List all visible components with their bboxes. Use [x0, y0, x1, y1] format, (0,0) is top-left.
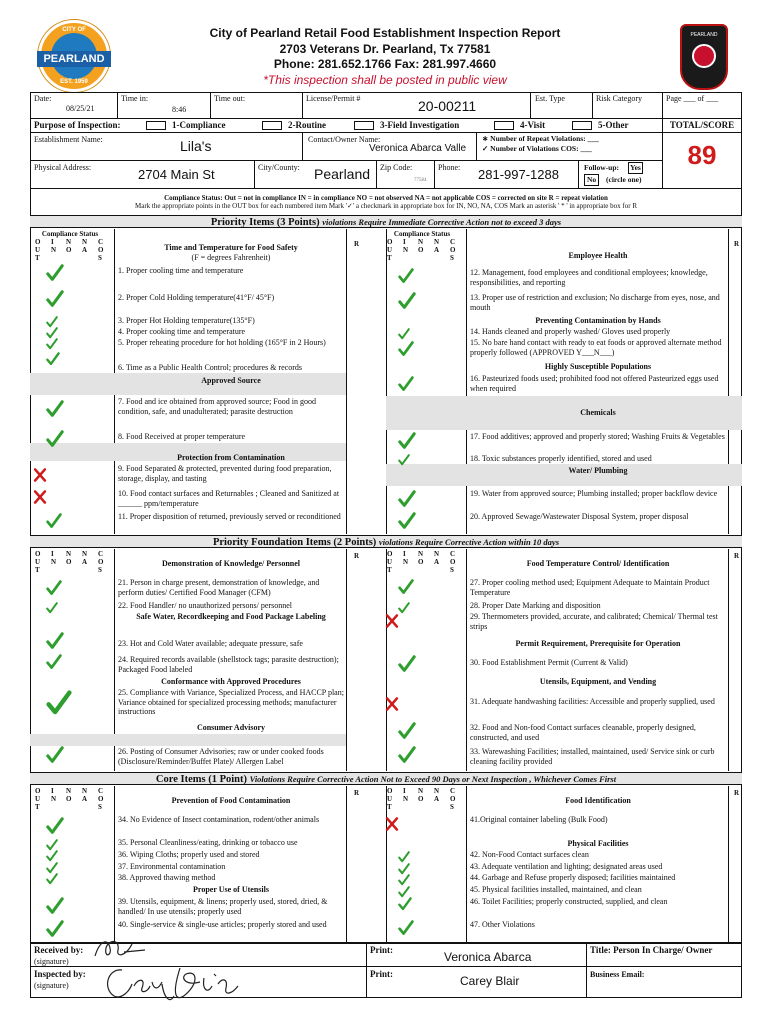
total-score-value: 89: [687, 140, 717, 170]
time-out-label: Time out:: [214, 94, 246, 103]
check-mark-icon[interactable]: [398, 512, 416, 530]
item-36: 36. Wiping Cloths; properly used and stored: [118, 850, 260, 859]
group-employee-health: Employee Health: [568, 251, 628, 260]
item-23: 23. Hot and Cold Water available; adequate pressure, safe: [118, 639, 303, 648]
followup-yes[interactable]: Yes: [630, 163, 641, 172]
time-in-field[interactable]: 8:46: [172, 105, 187, 114]
city-field[interactable]: Pearland: [314, 166, 371, 182]
fire-department-badge: PEARLAND: [680, 24, 728, 90]
group-conformance: Conformance with Approved Procedures: [161, 677, 301, 686]
check-mark-icon[interactable]: [46, 872, 58, 884]
item-11: 11. Proper disposition of returned, previously served or reconditioned: [118, 512, 341, 521]
check-mark-icon[interactable]: [398, 341, 414, 357]
office-phones: Phone: 281.652.1766 Fax: 281.997.4660: [273, 57, 497, 71]
group-food-identification: Food Identification: [565, 796, 631, 805]
group-hands: Preventing Contamination by Hands: [535, 316, 661, 325]
item-30: 30. Food Establishment Permit (Current & Valid): [470, 658, 628, 667]
item-20: 20. Approved Sewage/Wastewater Disposal System, proper disposal: [470, 512, 689, 521]
page-number-label: Page ___ of ___: [666, 94, 719, 103]
item-27: 27. Proper cooling method used; Equipment Adequate to Maintain Product Temperature: [470, 578, 710, 597]
group-chemicals: Chemicals: [580, 408, 616, 417]
check-mark-icon[interactable]: [398, 897, 412, 911]
purpose-option-compliance: 1-Compliance: [172, 120, 226, 130]
x-mark-icon[interactable]: [385, 817, 399, 831]
item-38: 38. Approved thawing method: [118, 873, 216, 882]
report-title: City of Pearland Retail Food Establishment Inspection Report: [209, 26, 561, 40]
item-17: 17. Food additives; approved and properly stored; Washing Fruits & Vegetables: [470, 432, 725, 441]
time-in-label: Time in:: [121, 94, 149, 103]
received-print-label: Print:: [370, 945, 393, 955]
contact-field[interactable]: Veronica Abarca Valle: [369, 143, 467, 154]
check-mark-icon[interactable]: [398, 268, 414, 284]
x-mark-icon[interactable]: [33, 468, 47, 482]
item-8: 8. Food Received at proper temperature: [118, 432, 246, 441]
repeat-violations-label: ∗ Number of Repeat Violations: ___: [482, 134, 599, 143]
item-32: 32. Food and Non-food Contact surfaces cleanable, properly designed, constructed, and used: [470, 723, 696, 742]
check-mark-icon[interactable]: [46, 690, 72, 716]
date-field[interactable]: 08/25/21: [66, 104, 95, 113]
item-40: 40. Single-service & single-use articles; properly stored and used: [118, 920, 327, 929]
x-mark-icon[interactable]: [385, 697, 399, 711]
inspected-print-field[interactable]: Carey Blair: [460, 974, 520, 988]
item-31: 31. Adequate handwashing facilities: Accessible and properly supplied, used: [470, 697, 715, 706]
item-21: 21. Person in charge present, demonstration of knowledge, and perform duties/ Certified Food Manager (CFM): [118, 578, 320, 597]
item-13: 13. Proper use of restriction and exclusion; No discharge from eyes, nose, and mouth: [470, 293, 720, 312]
check-mark-icon[interactable]: [46, 430, 64, 448]
item-2: 2. Proper Cold Holding temperature(41°F/ 45°F): [118, 293, 275, 302]
est-type-label: Est. Type: [535, 94, 565, 103]
check-mark-icon[interactable]: [398, 850, 410, 862]
purpose-checkbox-field[interactable]: [354, 121, 374, 130]
item-3: 3. Proper Hot Holding temperature(135°F): [118, 316, 255, 325]
group-food-temperature: Food Temperature Control/ Identification: [526, 559, 670, 568]
purpose-checkbox-compliance[interactable]: [146, 121, 166, 130]
x-mark-icon[interactable]: [33, 490, 47, 504]
check-mark-icon[interactable]: [398, 885, 410, 897]
item-25: 25. Compliance with Variance, Specialized Process, and HACCP plan; Variance obtained for specialized processing methods; manufacturer instructions: [118, 688, 344, 716]
purpose-checkbox-visit[interactable]: [494, 121, 514, 130]
item-26: 26. Posting of Consumer Advisories; raw or under cooked foods (Disclosure/Reminder/Buffet Plate)/ Allergen Label: [118, 747, 324, 766]
legend-line-1: Compliance Status: Out = not in compliance IN = in compliance NO = not observed NA = not applicable COS = corrected on site R = repeat violation: [164, 194, 608, 202]
check-mark-icon[interactable]: [46, 337, 58, 349]
group-utensils-equipment: Utensils, Equipment, and Vending: [539, 677, 657, 686]
core-section-header: Core Items (1 Point) Violations Require Corrective Action Not to Exceed 90 Days or Next Inspection , Whichever Comes First: [30, 772, 742, 785]
check-mark-icon[interactable]: [46, 513, 62, 529]
item-6: 6. Time as a Public Health Control; procedures & records: [118, 363, 302, 372]
legend-line-2: Mark the appropriate points in the OUT box for each numbered item Mark '✓' a checkmark in appropriate box for IN, NO, NA, COS Mark an asterisk ' * ' in appropriate box for R: [134, 202, 637, 210]
item-4: 4. Proper cooking time and temperature: [118, 327, 246, 336]
check-mark-icon[interactable]: [398, 490, 416, 508]
item-37: 37. Environmental contamination: [118, 862, 226, 871]
received-signature[interactable]: [90, 936, 150, 962]
establishment-name-field[interactable]: Lila's: [180, 138, 212, 154]
item-14: 14. Hands cleaned and properly washed/ Gloves used properly: [470, 327, 671, 336]
inspected-print-label: Print:: [370, 969, 393, 979]
followup-label: Follow-up:: [584, 163, 620, 172]
item-39: 39. Utensils, equipment, & linens; properly used, stored, dried, & handled/ In use utensils; properly used: [118, 897, 328, 916]
purpose-option-field: 3-Field Investigation: [380, 120, 460, 130]
item-7: 7. Food and ice obtained from approved source; Food in good condition, safe, and unadulterated; parasite destruction: [118, 397, 316, 416]
check-mark-icon[interactable]: [46, 920, 64, 938]
group-utensils: Proper Use of Utensils: [193, 885, 269, 894]
city-logo: CITY OF PEARLAND EST. 1959: [38, 20, 110, 92]
item-15: 15. No bare hand contact with ready to eat foods or approved alternate method properly followed (APPROVED Y___N___): [470, 338, 722, 357]
posting-notice: *This inspection shall be posted in public view: [263, 72, 507, 87]
purpose-checkbox-routine[interactable]: [262, 121, 282, 130]
item-33: 33. Warewashing Facilities; installed, maintained, used/ Service sink or curb cleaning facility provided: [470, 747, 715, 766]
check-mark-icon[interactable]: [46, 817, 64, 835]
check-mark-icon[interactable]: [46, 897, 64, 915]
check-mark-icon[interactable]: [398, 601, 410, 613]
item-42: 42. Non-Food Contact surfaces clean: [470, 850, 589, 859]
check-mark-icon[interactable]: [398, 579, 414, 595]
check-mark-icon[interactable]: [398, 453, 410, 465]
followup-no[interactable]: No: [584, 174, 599, 186]
x-mark-icon[interactable]: [385, 614, 399, 628]
inspected-by-label: Inspected by:: [34, 969, 86, 979]
group-recordkeeping: Safe Water, Recordkeeping and Food Package Labeling: [136, 612, 326, 621]
item-12: 12. Management, food employees and conditional employees; knowledge, responsibilities, and reporting: [470, 268, 708, 287]
item-41: 41.Original container labeling (Bulk Food): [470, 815, 608, 824]
address-field[interactable]: 2704 Main St: [138, 167, 215, 182]
establishment-name-label: Establishment Name:: [34, 135, 103, 144]
item-34: 34. No Evidence of Insect contamination, rodent/other animals: [118, 815, 320, 824]
check-mark-icon[interactable]: [398, 376, 414, 392]
check-mark-icon[interactable]: [46, 654, 62, 670]
purpose-option-visit: 4-Visit: [520, 120, 546, 130]
check-mark-icon[interactable]: [46, 400, 64, 418]
city-logo-band: PEARLAND: [37, 51, 111, 67]
title-label: Title: Person In Charge/ Owner: [590, 945, 713, 955]
check-mark-icon[interactable]: [398, 292, 416, 310]
item-44: 44. Garbage and Refuse properly disposed; facilities maintained: [470, 873, 676, 882]
left-compliance-header: Compliance Status: [41, 230, 99, 238]
office-address: 2703 Veterans Dr. Pearland, Tx 77581: [279, 41, 491, 56]
item-43: 43. Adequate ventilation and lighting; designated areas used: [470, 862, 663, 871]
zip-label: Zip Code:: [380, 163, 413, 172]
check-mark-icon[interactable]: [398, 722, 416, 740]
check-mark-icon[interactable]: [398, 327, 410, 339]
risk-category-label: Risk Category: [596, 94, 642, 103]
item-19: 19. Water from approved source; Plumbing installed; proper backflow device: [470, 489, 718, 498]
group-time-temperature: Time and Temperature for Food Safety: [164, 243, 298, 252]
received-print-field[interactable]: Veronica Abarca: [444, 950, 532, 964]
license-field[interactable]: 20-00211: [418, 98, 477, 114]
group-knowledge: Demonstration of Knowledge/ Personnel: [162, 559, 300, 568]
item-10: 10. Food contact surfaces and Returnables ; Cleaned and Sanitized at ______ ppm/temperature: [118, 489, 340, 508]
item-29: 29. Thermometers provided, accurate, and calibrated; Chemical/ Thermal test strips: [470, 612, 718, 631]
item-22: 22. Food Handler/ no unauthorized persons/ personnel: [118, 601, 292, 610]
check-mark-icon[interactable]: [398, 920, 414, 936]
group-physical-facilities: Physical Facilities: [567, 839, 629, 848]
contact-label: Contact/Owner Name:: [308, 135, 381, 144]
received-by-label: Received by:: [34, 945, 84, 955]
check-mark-icon[interactable]: [46, 601, 58, 613]
priority-section-header: Priority Items (3 Points) violations Require Immediate Corrective Action not to exceed 3 days: [30, 215, 742, 228]
check-mark-icon[interactable]: [398, 432, 416, 450]
zip-field[interactable]: 77584: [414, 178, 427, 183]
check-mark-icon[interactable]: [46, 290, 64, 308]
license-label: License/Permit #: [306, 94, 361, 103]
purpose-option-other: 5-Other: [598, 120, 629, 130]
group-approved-source: Approved Source: [201, 376, 261, 385]
followup-hint: (circle one): [606, 175, 642, 184]
purpose-checkbox-other[interactable]: [572, 121, 592, 130]
check-mark-icon[interactable]: [46, 746, 64, 764]
check-mark-icon[interactable]: [46, 580, 62, 596]
group-permit: Permit Requirement, Prerequisite for Operation: [515, 639, 681, 648]
purpose-label: Purpose of Inspection:: [34, 120, 121, 130]
cos-violations-label: ✓ Number of Violations COS: ___: [482, 144, 592, 153]
phone-label: Phone:: [438, 163, 461, 172]
report-header: [150, 26, 620, 88]
group-prevention-contamination: Prevention of Food Contamination: [171, 796, 291, 805]
check-mark-icon[interactable]: [398, 655, 416, 673]
city-label: City/County:: [258, 163, 300, 172]
item-24: 24. Required records available (shellstock tags; parasite destruction); Packaged Food labeled: [118, 655, 339, 674]
check-mark-icon[interactable]: [46, 849, 58, 861]
date-label: Date:: [34, 94, 52, 103]
address-label: Physical Address:: [34, 163, 92, 172]
check-mark-icon[interactable]: [46, 264, 64, 282]
group-consumer-advisory: Consumer Advisory: [196, 723, 266, 732]
item-9: 9. Food Separated & protected, prevented during food preparation, storage, display, and tasting: [118, 464, 332, 483]
item-1: 1. Proper cooling time and temperature: [118, 266, 244, 275]
total-score-label: TOTAL/SCORE: [669, 120, 735, 130]
inspector-signature[interactable]: [100, 960, 250, 1006]
right-compliance-header: Compliance Status: [393, 230, 451, 238]
group-protection-contamination: Protection from Contamination: [177, 453, 285, 462]
item-45: 45. Physical facilities installed, maintained, and clean: [470, 885, 642, 894]
check-mark-icon[interactable]: [46, 352, 60, 366]
purpose-option-routine: 2-Routine: [288, 120, 326, 130]
item-35: 35. Personal Cleanliness/eating, drinking or tobacco use: [118, 838, 298, 847]
business-email-label: Business Email:: [590, 970, 645, 979]
item-18: 18. Toxic substances properly identified, stored and used: [470, 454, 652, 463]
item-47: 47. Other Violations: [470, 920, 535, 929]
check-mark-icon[interactable]: [398, 746, 416, 764]
item-28: 28. Proper Date Marking and disposition: [470, 601, 601, 610]
item-16: 16. Pasteurized foods used; prohibited food not offered Pasteurized eggs used when required: [470, 374, 719, 393]
phone-field[interactable]: 281-997-1288: [478, 167, 559, 182]
check-mark-icon[interactable]: [398, 873, 410, 885]
group-water-plumbing: Water/ Plumbing: [568, 466, 628, 475]
group-susceptible: Highly Susceptible Populations: [544, 362, 652, 371]
item-5: 5. Proper reheating procedure for hot holding (165°F in 2 Hours): [118, 338, 326, 347]
check-mark-icon[interactable]: [46, 632, 64, 650]
foundation-section-header: Priority Foundation Items (2 Points) violations Require Corrective Action within 10 days: [30, 535, 742, 548]
item-46: 46. Toilet Facilities; properly constructed, supplied, and clean: [470, 897, 668, 906]
